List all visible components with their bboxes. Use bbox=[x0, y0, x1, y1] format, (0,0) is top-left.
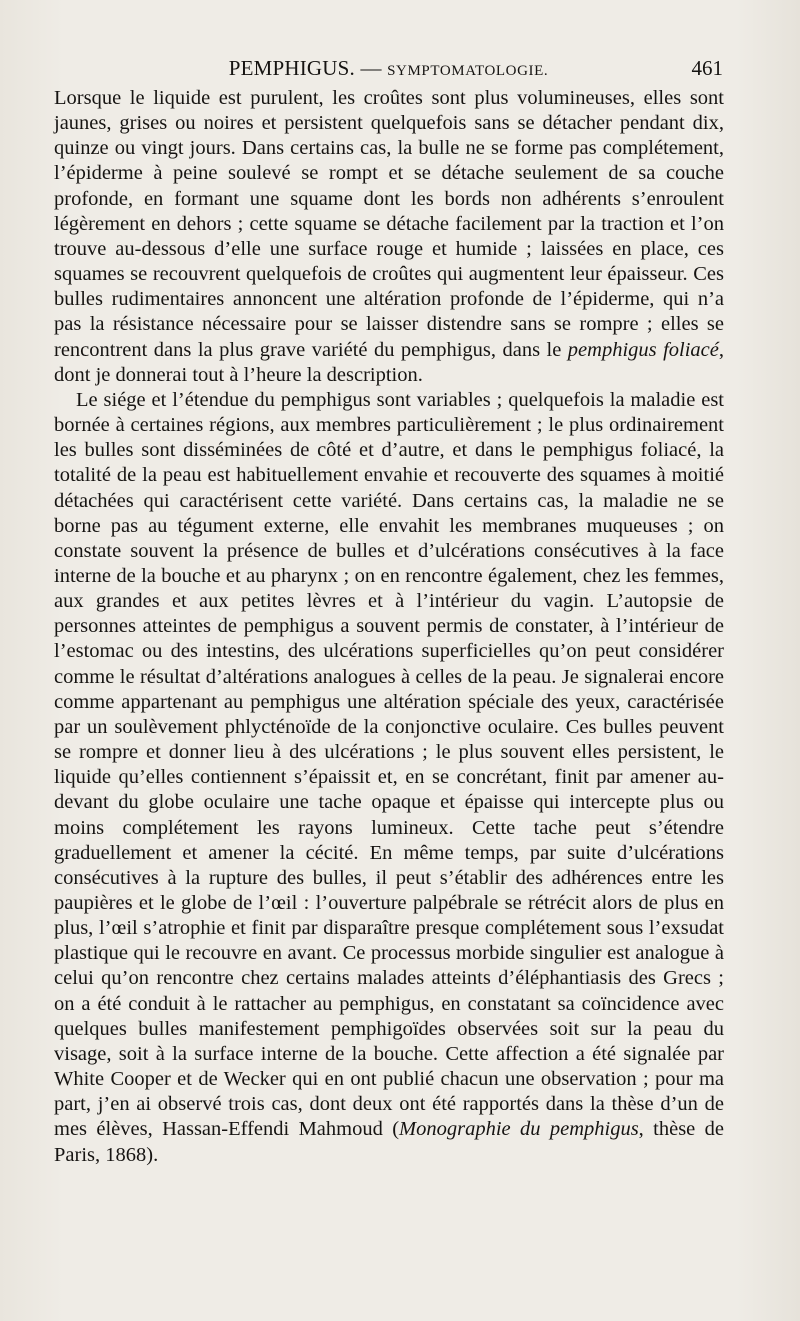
running-title-separator: — bbox=[355, 56, 388, 80]
paragraph-2-italic-title: Monographie du pemphigus bbox=[399, 1118, 639, 1141]
running-title-main: PEMPHIGUS. bbox=[228, 56, 355, 80]
page-number: 461 bbox=[691, 56, 723, 80]
body-text bbox=[54, 86, 724, 1168]
paragraph-1-italic-term: pemphigus foliacé bbox=[567, 338, 719, 361]
paragraph-2-text-a: Le siége et l’étendue du pemphigus sont variables ; quelquefois la maladie est bornée à certaines régions, aux membres particulièrement ; le plus ordinairement les bulles sont disséminées de côté et d’autre, et dans le pemphigus foliacé, la totalité de la peau est habituellement envahie et recouverte des squames à moitié détachées qui caractérisent cette variété. Dans certains cas, la maladie ne se borne pas au tégument externe, elle envahit les membranes muqueuses ; on constate souvent la présence de bulles et d’ulcérations consécutives à la face interne de la bouche et au pharynx ; on en rencontre également, chez les femmes, aux grandes et aux petites lèvres et à l’intérieur du vagin. L’autopsie de personnes atteintes de pemphigus a souvent permis de constater, à l’intérieur de l’estomac ou des intestins, des ulcérations superficielles qu’on peut considérer comme le résultat d’altérations analogues à celles de la peau. Je signalerai encore comme appartenant au pemphigus une altération spéciale des yeux, caractérisée par un soulèvement phlycténoïde de la conjonctive oculaire. Ces bulles peuvent se rompre et donner lieu à des ulcérations ; le plus souvent elles persistent, le liquide qu’elles contiennent s’épaissit et, en se concrétant, finit par amener au-devant du globe oculaire une tache opaque et épaisse qui intercepte plus ou moins complétement les rayons lumineux. Cette tache peut s’étendre graduellement et amener la cécité. En même temps, par suite d’ulcérations consécutives à la rupture des bulles, il peut s’établir des adhérences entre les paupières et le globe de l’œil : l’ouverture palpébrale se rétrécit alors de plus en plus, l’œil s’atrophie et finit par disparaître presque complétement sous l’exsudat plastique qui le recouvre en avant. Ce processus morbide singulier est analogue à celui qu’on rencontre chez certains malades atteints d’éléphantiasis des Grecs ; on a été conduit à le rattacher au pemphigus, en constatant sa coïncidence avec quelques bulles manifestement pemphigoïdes observées soit sur la peau du visage, soit à la surface interne de la bouche. Cette affection a été signalée par White Cooper et de Wecker qui en ont publié chacun une observation ; pour ma part, j’en ai observé trois cas, dont deux ont été rapportés dans la thèse d’un de mes élèves, Hassan-Effendi Mahmoud ( bbox=[54, 388, 724, 1141]
paragraph-2 bbox=[54, 388, 724, 1168]
paragraph-1-text-b: , dont je donnerai tout à l’heure la description. bbox=[54, 338, 724, 386]
running-title bbox=[54, 52, 723, 87]
running-title-subtitle: SYMPTOMATOLOGIE. bbox=[387, 63, 549, 79]
paragraph-1 bbox=[54, 86, 724, 388]
running-head bbox=[54, 52, 723, 84]
paragraph-2-text-b: , thèse de Paris, 1868). bbox=[54, 1118, 724, 1166]
paragraph-1-text-a: Lorsque le liquide est purulent, les croûtes sont plus volumineuses, elles sont jaunes, grises ou noires et persistent quelquefois sans se détacher pendant dix, quinze ou vingt jours. Dans certains cas, la bulle ne se forme pas complétement, l’épiderme à peine soulevé se rompt et se détache seulement de sa couche profonde, en formant une squame dont les bords non adhérents s’enroulent légèrement en dehors ; cette squame se détache facilement par la traction et l’on trouve au-dessous d’elle une surface rouge et humide ; laissées en place, ces squames se recouvrent quelquefois de croûtes qui augmentent leur épaisseur. Ces bulles rudimentaires annoncent une altération profonde de l’épiderme, qui n’a pas la résistance nécessaire pour se laisser distendre sans se rompre ; elles se rencontrent dans la plus grave variété du pemphigus, dans le bbox=[54, 87, 724, 361]
